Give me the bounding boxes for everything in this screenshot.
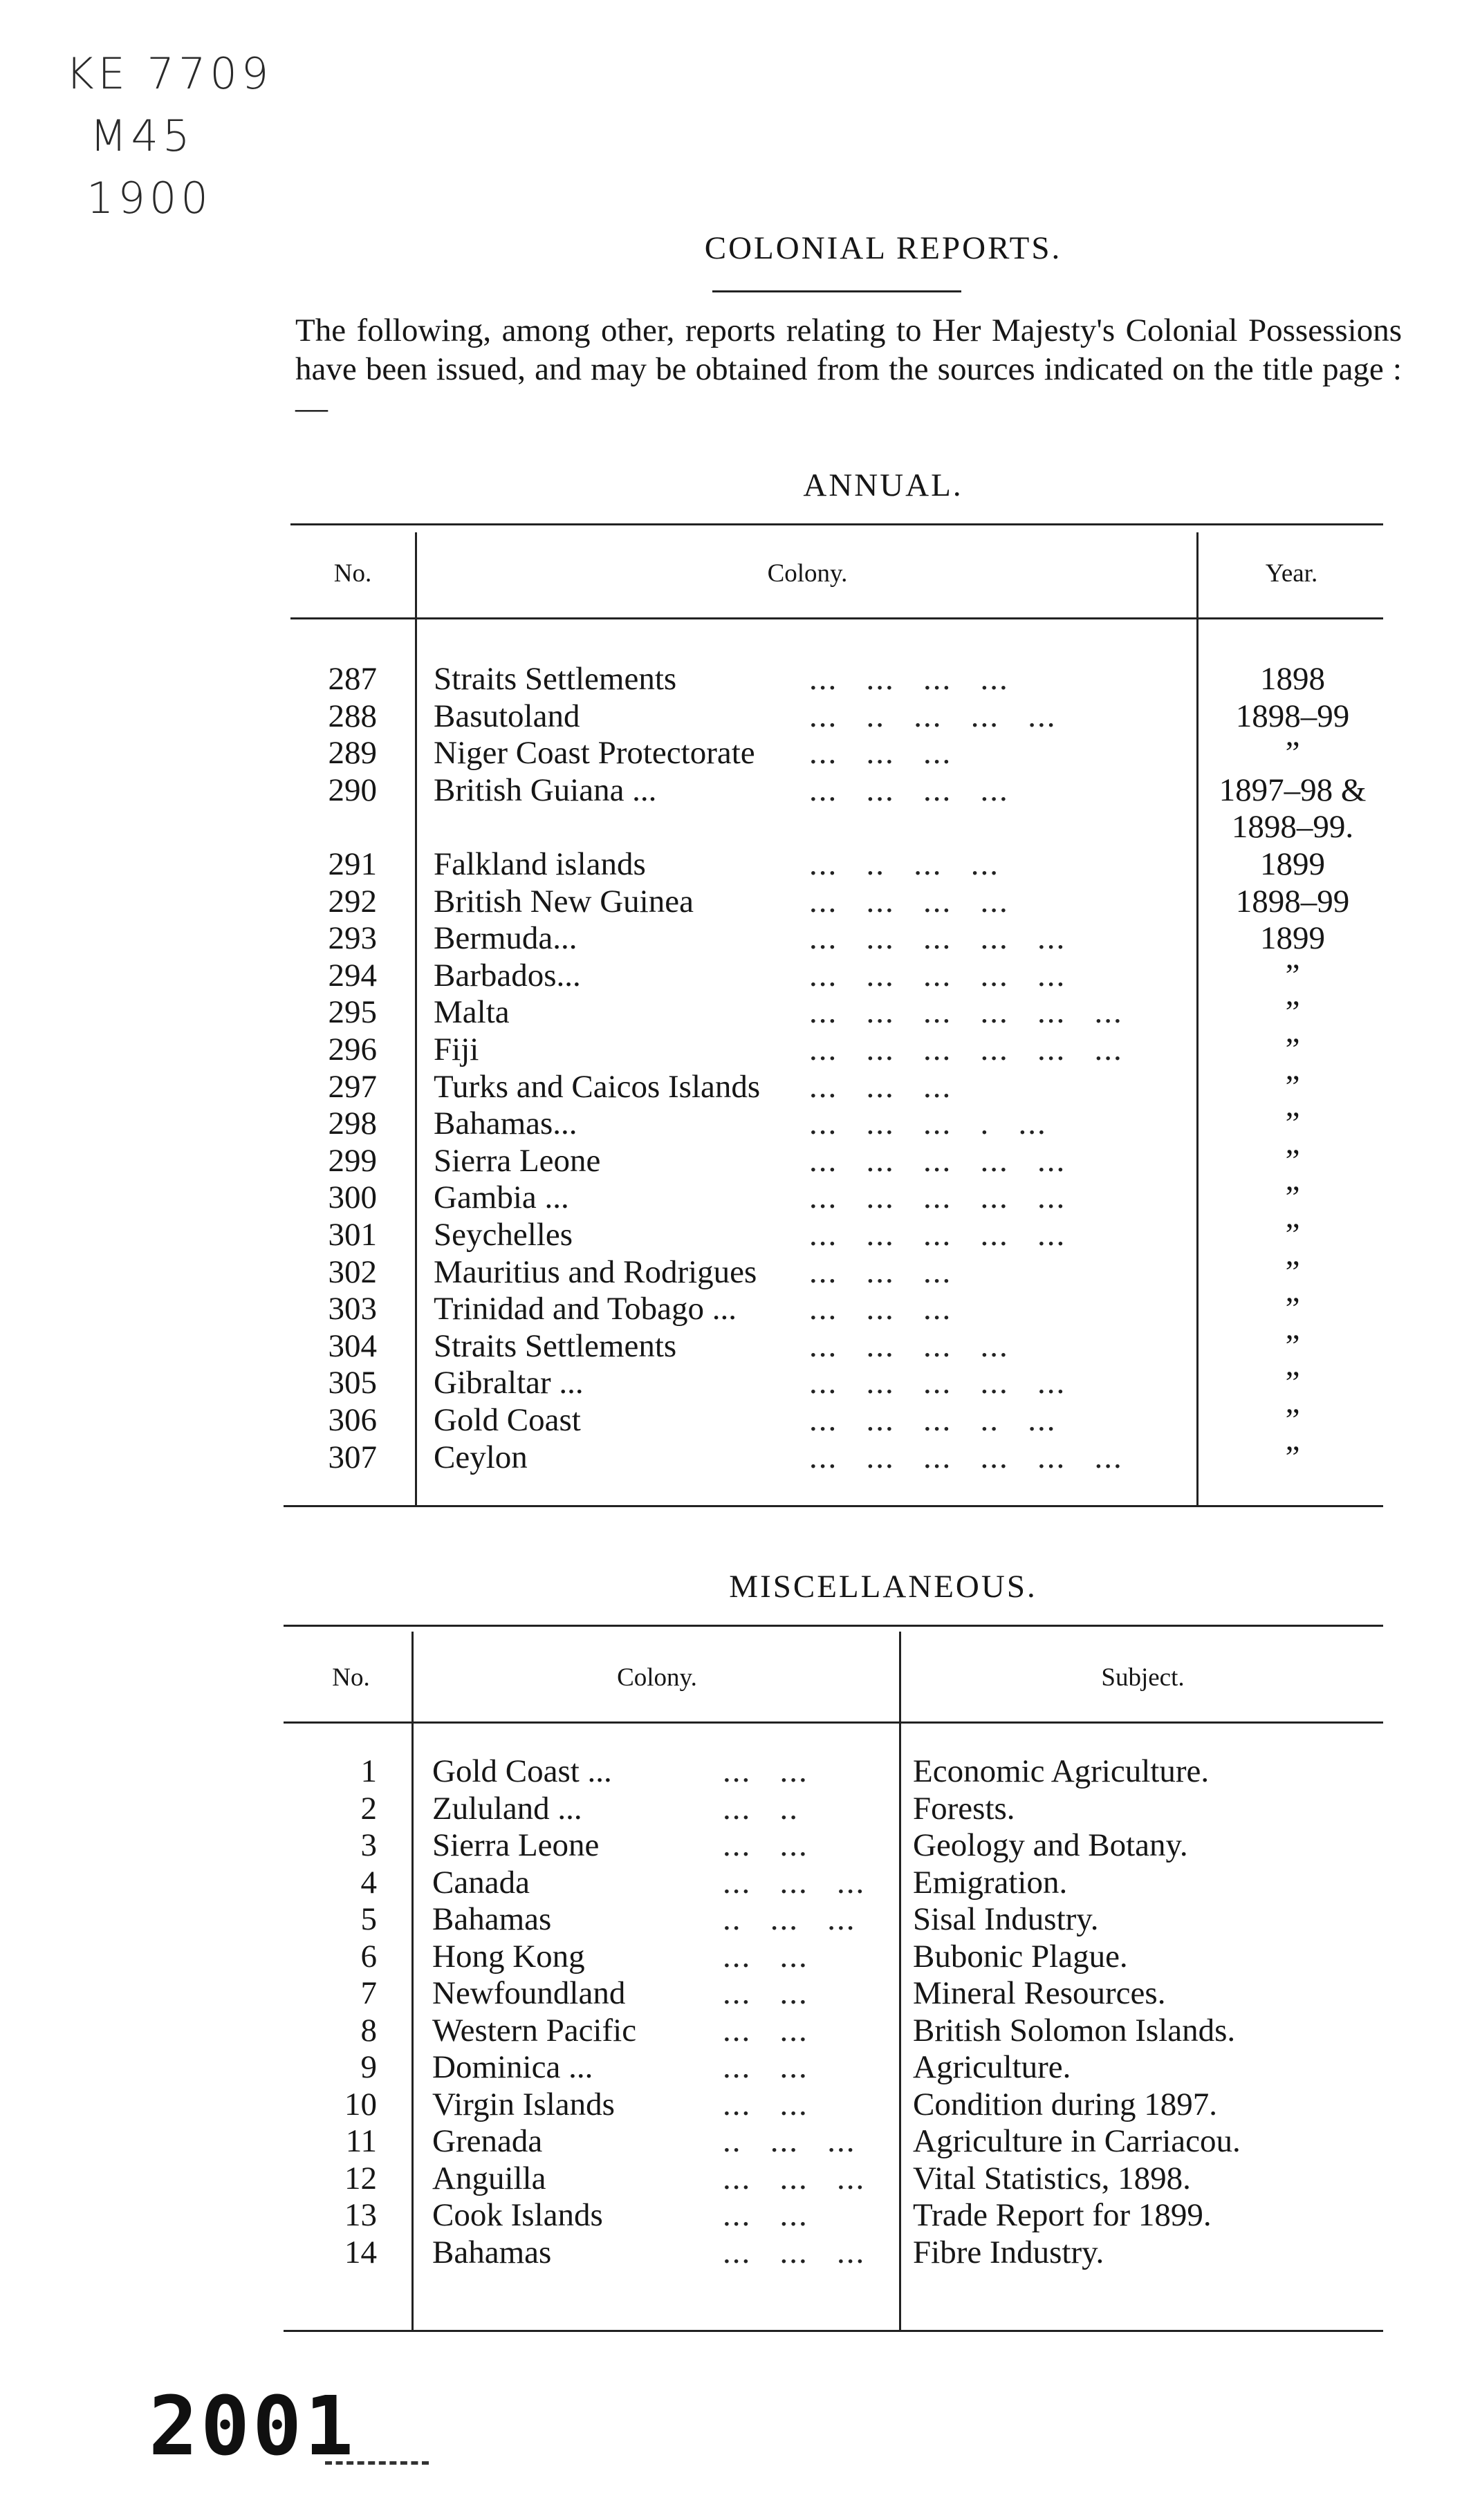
- colony-name: Gold Coast ...: [432, 1753, 612, 1789]
- leader-dots: ... ...: [723, 2012, 808, 2048]
- leader-dots: ... ... ...: [723, 1864, 866, 1901]
- report-number: 293: [328, 920, 377, 957]
- report-number: 303: [328, 1291, 377, 1327]
- title-rule: [712, 290, 961, 292]
- colony-name: Trinidad and Tobago ...: [434, 1291, 737, 1327]
- report-year: ”: [1285, 1327, 1300, 1364]
- report-year: ”: [1285, 1032, 1300, 1067]
- report-year: ”: [1285, 735, 1300, 772]
- report-year: 1899: [1260, 920, 1325, 957]
- handwritten-call-number: KE 7709: [66, 48, 273, 99]
- colony-name: British New Guinea: [434, 883, 694, 920]
- leader-dots: ... ... ... ...: [809, 772, 1009, 808]
- leader-dots: ... ... ... . ...: [809, 1105, 1047, 1142]
- report-number: 296: [328, 1032, 377, 1067]
- handwritten-shelf-mark: M45: [90, 111, 194, 161]
- leader-dots: ... ..: [723, 1790, 799, 1827]
- report-subject: Fibre Industry.: [913, 2234, 1104, 2270]
- report-year: 1898: [1260, 661, 1325, 697]
- colony-name: Cook Islands: [432, 2197, 603, 2233]
- report-number: 292: [328, 883, 377, 920]
- report-subject: Economic Agriculture.: [913, 1753, 1210, 1789]
- report-subject: Trade Report for 1899.: [913, 2197, 1212, 2233]
- leader-dots: ... ... ... .. ...: [809, 1402, 1057, 1438]
- report-year: ”: [1285, 1179, 1300, 1216]
- report-year: ”: [1285, 1365, 1300, 1401]
- leader-dots: ... ... ... ... ... ...: [809, 1439, 1123, 1475]
- colony-name: Zululand ...: [432, 1790, 582, 1827]
- misc-top-rule: [284, 1625, 1383, 1627]
- report-subject: Bubonic Plague.: [913, 1938, 1128, 1975]
- colony-name: Fiji: [434, 1032, 479, 1067]
- leader-dots: ... ... ...: [723, 2160, 866, 2196]
- annual-col-divider-1: [415, 532, 417, 1507]
- leader-dots: ... ... ... ... ...: [809, 920, 1066, 957]
- colony-name: Barbados...: [434, 957, 581, 993]
- report-number: 9: [360, 2049, 377, 2085]
- report-number: 8: [360, 2012, 377, 2048]
- leader-dots: ... ...: [723, 1753, 808, 1789]
- colony-name: Mauritius and Rodrigues: [434, 1253, 757, 1290]
- leader-dots: ... ...: [723, 1827, 808, 1863]
- colony-name: Grenada: [432, 2123, 543, 2159]
- report-number: 298: [328, 1105, 377, 1142]
- leader-dots: ... ...: [723, 1975, 808, 2011]
- colony-name: Niger Coast Protectorate: [434, 735, 755, 772]
- report-number: 306: [328, 1402, 377, 1438]
- leader-dots: .. ... ...: [723, 2123, 856, 2159]
- report-number: 302: [328, 1253, 377, 1290]
- report-subject: Condition during 1897.: [913, 2086, 1217, 2122]
- report-subject: British Solomon Islands.: [913, 2012, 1236, 2048]
- report-number: 301: [328, 1217, 377, 1253]
- report-number: 287: [328, 661, 377, 697]
- report-year: ”: [1285, 1253, 1300, 1290]
- colony-name: Sierra Leone: [434, 1142, 601, 1179]
- annual-top-rule: [290, 523, 1383, 525]
- annual-heading: ANNUAL.: [803, 467, 963, 503]
- report-subject: Sisal Industry.: [913, 1901, 1099, 1937]
- colony-name: Malta: [434, 994, 510, 1031]
- colony-name: Basutoland: [434, 698, 580, 734]
- misc-col-no: No.: [332, 1663, 370, 1692]
- colony-name: Turks and Caicos Islands: [434, 1068, 761, 1105]
- misc-col-subject: Subject.: [1101, 1663, 1185, 1692]
- report-number: 7: [360, 1975, 377, 2011]
- colony-name: Gibraltar ...: [434, 1365, 584, 1401]
- annual-col-colony: Colony.: [767, 559, 848, 588]
- misc-header-rule: [284, 1721, 1383, 1724]
- colony-name: Bahamas: [432, 2234, 552, 2270]
- report-number: 2: [360, 1790, 377, 1827]
- colony-name: Sierra Leone: [432, 1827, 600, 1863]
- report-number: 11: [345, 2123, 377, 2159]
- report-number: 6: [360, 1938, 377, 1975]
- report-number: 291: [328, 846, 377, 882]
- leader-dots: ... ... ... ...: [809, 883, 1009, 920]
- handwritten-year: 1900: [86, 173, 212, 223]
- leader-dots: ... ... ... ...: [809, 1327, 1009, 1364]
- leader-dots: .. ... ...: [723, 1901, 856, 1937]
- leader-dots: ... ... ... ... ... ...: [809, 1032, 1123, 1067]
- leader-dots: ... .. ... ...: [809, 846, 999, 882]
- leader-dots: ... ...: [723, 1938, 808, 1975]
- report-year: ”: [1285, 994, 1300, 1031]
- annual-col-no: No.: [333, 559, 372, 588]
- report-number: 307: [328, 1439, 377, 1475]
- annual-col-year: Year.: [1265, 559, 1318, 588]
- report-number: 5: [360, 1901, 377, 1937]
- stamp-number: 2001: [149, 2378, 357, 2474]
- report-number: 12: [344, 2160, 377, 2196]
- leader-dots: ... ... ...: [809, 1253, 952, 1290]
- report-number: 295: [328, 994, 377, 1031]
- misc-col-divider-1: [411, 1632, 414, 2330]
- colony-name: Western Pacific: [432, 2012, 637, 2048]
- leader-dots: ... ... ... ...: [809, 661, 1009, 697]
- misc-heading: MISCELLANEOUS.: [729, 1569, 1037, 1605]
- colony-name: Hong Kong: [432, 1938, 585, 1975]
- colony-name: Straits Settlements: [434, 661, 677, 697]
- report-number: 304: [328, 1327, 377, 1364]
- colony-name: Newfoundland: [432, 1975, 626, 2011]
- colony-name: Bahamas: [432, 1901, 552, 1937]
- colony-name: Virgin Islands: [432, 2086, 615, 2122]
- colony-name: Bahamas...: [434, 1105, 577, 1142]
- report-year: ”: [1285, 1439, 1300, 1475]
- leader-dots: ... ...: [723, 2049, 808, 2085]
- colony-name: Dominica ...: [432, 2049, 593, 2085]
- leader-dots: ... ... ...: [723, 2234, 866, 2270]
- report-year: ”: [1285, 1402, 1300, 1438]
- page-title: COLONIAL REPORTS.: [704, 230, 1062, 266]
- leader-dots: ... ... ...: [809, 735, 952, 772]
- colony-name: Anguilla: [432, 2160, 546, 2196]
- report-number: 299: [328, 1142, 377, 1179]
- report-year: ”: [1285, 1142, 1300, 1179]
- misc-col-divider-2: [899, 1632, 901, 2330]
- report-subject: Forests.: [913, 1790, 1015, 1827]
- report-number: 13: [344, 2197, 377, 2233]
- report-year: ”: [1285, 957, 1300, 993]
- report-year: 1898–99: [1235, 698, 1350, 734]
- report-subject: Mineral Resources.: [913, 1975, 1166, 2011]
- colony-name: Gold Coast: [434, 1402, 581, 1438]
- leader-dots: ... ... ...: [809, 1068, 952, 1105]
- report-number: 289: [328, 735, 377, 772]
- report-year: ”: [1285, 1291, 1300, 1327]
- annual-col-divider-2: [1196, 532, 1199, 1507]
- leader-dots: ... ... ... ... ...: [809, 957, 1066, 993]
- report-number: 10: [344, 2086, 377, 2122]
- stamp-dash: [325, 2461, 429, 2465]
- colony-name: Ceylon: [434, 1439, 528, 1475]
- report-year: 1897–98 &: [1219, 772, 1367, 808]
- colony-name: Seychelles: [434, 1217, 573, 1253]
- leader-dots: ... ... ...: [809, 1291, 952, 1327]
- leader-dots: ... ...: [723, 2086, 808, 2122]
- leader-dots: ... ... ... ... ...: [809, 1365, 1066, 1401]
- leader-dots: ... ...: [723, 2197, 808, 2233]
- report-number: 297: [328, 1068, 377, 1105]
- colony-name: Straits Settlements: [434, 1327, 677, 1364]
- report-subject: Agriculture.: [913, 2049, 1071, 2085]
- leader-dots: ... ... ... ... ...: [809, 1217, 1066, 1253]
- report-subject: Emigration.: [913, 1864, 1068, 1901]
- report-year: 1899: [1260, 846, 1325, 882]
- report-year: ”: [1285, 1217, 1300, 1253]
- colony-name: British Guiana ...: [434, 772, 657, 808]
- report-number: 288: [328, 698, 377, 734]
- leader-dots: ... ... ... ... ...: [809, 1142, 1066, 1179]
- leader-dots: ... ... ... ... ... ...: [809, 994, 1123, 1031]
- report-year: 1898–99.: [1231, 809, 1354, 846]
- report-number: 1: [360, 1753, 377, 1789]
- misc-col-colony: Colony.: [617, 1663, 697, 1692]
- colony-name: Falkland islands: [434, 846, 646, 882]
- report-number: 300: [328, 1179, 377, 1216]
- report-number: 305: [328, 1365, 377, 1401]
- annual-header-rule: [290, 617, 1383, 619]
- leader-dots: ... ... ... ... ...: [809, 1179, 1066, 1216]
- report-subject: Geology and Botany.: [913, 1827, 1188, 1863]
- report-number: 3: [360, 1827, 377, 1863]
- intro-paragraph: The following, among other, reports relating to Her Majesty's Colonial Possessions have been issued, and may be obtained from the sources indicated on the title page :—: [295, 312, 1402, 426]
- report-year: 1898–99: [1235, 883, 1350, 920]
- colony-name: Gambia ...: [434, 1179, 569, 1216]
- report-number: 294: [328, 957, 377, 993]
- report-number: 290: [328, 772, 377, 808]
- colony-name: Bermuda...: [434, 920, 577, 957]
- report-subject: Vital Statistics, 1898.: [913, 2160, 1191, 2196]
- report-number: 14: [344, 2234, 377, 2270]
- colony-name: Canada: [432, 1864, 530, 1901]
- report-subject: Agriculture in Carriacou.: [913, 2123, 1241, 2159]
- annual-bottom-rule: [284, 1505, 1383, 1507]
- leader-dots: ... .. ... ... ...: [809, 698, 1057, 734]
- report-year: ”: [1285, 1105, 1300, 1142]
- report-number: 4: [360, 1864, 377, 1901]
- misc-bottom-rule: [284, 2330, 1383, 2332]
- report-year: ”: [1285, 1068, 1300, 1105]
